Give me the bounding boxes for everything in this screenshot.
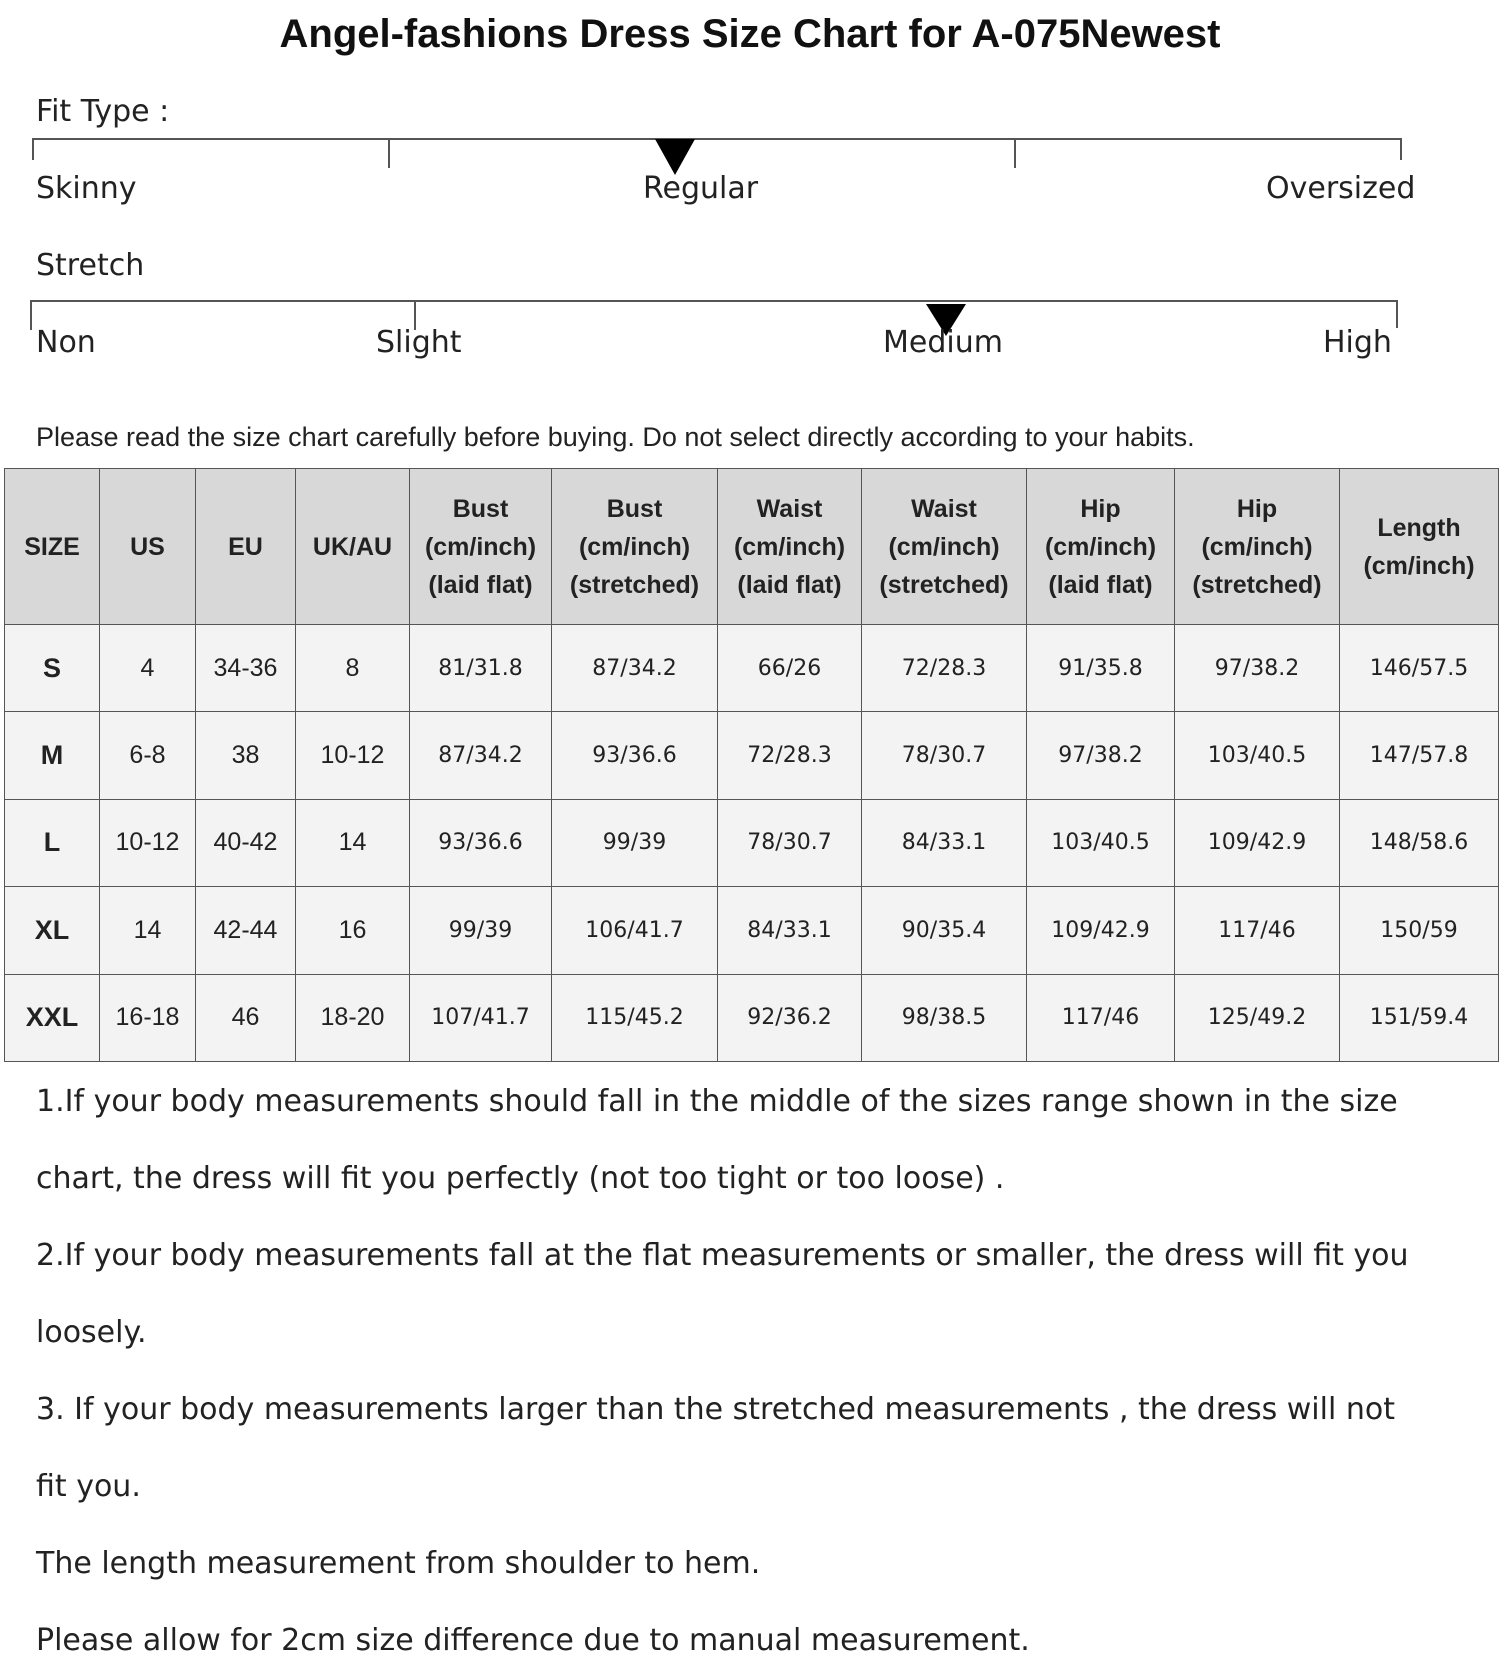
bust-stretched-cell: 106/41.7	[552, 887, 718, 974]
bust-stretched-cell: 115/45.2	[552, 974, 718, 1061]
table-row	[5, 625, 1499, 712]
header-bust-flat: Bust (cm/inch) (laid flat)	[410, 469, 552, 625]
waist-flat-cell: 66/26	[718, 625, 862, 712]
note-line: chart, the dress will fit you perfectly (not too tight or too loose) .	[36, 1161, 1005, 1196]
page-title: Angel-fashions Dress Size Chart for A-075Newest	[279, 12, 1221, 56]
hip-flat-cell: 109/42.9	[1027, 887, 1175, 974]
eu-cell: 38	[196, 712, 296, 799]
eu-cell: 40-42	[196, 799, 296, 886]
header-eu: EU	[196, 469, 296, 625]
bust-stretched-cell: 87/34.2	[552, 625, 718, 712]
fit-type-tick	[388, 138, 390, 168]
us-cell: 4	[100, 625, 196, 712]
note-line: 2.If your body measurements fall at the flat measurements or smaller, the dress will fit you	[36, 1238, 1409, 1273]
note-line: 1.If your body measurements should fall in the middle of the sizes range shown in the size	[36, 1084, 1398, 1119]
us-cell: 6-8	[100, 712, 196, 799]
hip-stretched-cell: 125/49.2	[1175, 974, 1340, 1061]
hip-flat-cell: 97/38.2	[1027, 712, 1175, 799]
eu-cell: 34-36	[196, 625, 296, 712]
hip-flat-cell: 117/46	[1027, 974, 1175, 1061]
length-cell: 146/57.5	[1340, 625, 1499, 712]
fit-type-label-regular: Regular	[643, 171, 759, 206]
header-hip-flat: Hip (cm/inch) (laid flat)	[1027, 469, 1175, 625]
fit-type-tick	[1400, 138, 1402, 160]
size-cell: L	[5, 799, 100, 886]
eu-cell: 42-44	[196, 887, 296, 974]
note-line: fit you.	[36, 1469, 141, 1504]
note-line: loosely.	[36, 1315, 147, 1350]
header-waist-stretched: Waist (cm/inch) (stretched)	[862, 469, 1027, 625]
table-row	[5, 799, 1499, 886]
waist-stretched-cell: 72/28.3	[862, 625, 1027, 712]
waist-stretched-cell: 90/35.4	[862, 887, 1027, 974]
stretch-scale-line	[30, 300, 1398, 302]
waist-stretched-cell: 84/33.1	[862, 799, 1027, 886]
fit-type-label-skinny: Skinny	[36, 171, 137, 206]
bust-flat-cell: 99/39	[410, 887, 552, 974]
note-line: 3. If your body measurements larger than the stretched measurements , the dress will not	[36, 1392, 1395, 1427]
uk-au-cell: 18-20	[296, 974, 410, 1061]
size-cell: XXL	[5, 974, 100, 1061]
hip-stretched-cell: 97/38.2	[1175, 625, 1340, 712]
bust-stretched-cell: 99/39	[552, 799, 718, 886]
size-cell: M	[5, 712, 100, 799]
size-chart-table	[4, 468, 1499, 1062]
fit-type-scale-line	[32, 138, 1402, 140]
hip-flat-cell: 103/40.5	[1027, 799, 1175, 886]
stretch-label-high: High	[1323, 325, 1392, 360]
stretch-label-slight: Slight	[376, 325, 462, 360]
waist-flat-cell: 92/36.2	[718, 974, 862, 1061]
uk-au-cell: 16	[296, 887, 410, 974]
us-cell: 16-18	[100, 974, 196, 1061]
bust-flat-cell: 81/31.8	[410, 625, 552, 712]
hip-flat-cell: 91/35.8	[1027, 625, 1175, 712]
stretch-tick	[1396, 300, 1398, 328]
size-cell: XL	[5, 887, 100, 974]
uk-au-cell: 14	[296, 799, 410, 886]
fit-type-heading: Fit Type :	[36, 94, 170, 129]
fit-type-tick	[1014, 138, 1016, 168]
fit-type-label-oversized: Oversized	[1266, 171, 1416, 206]
header-length: Length (cm/inch)	[1340, 469, 1499, 625]
header-us: US	[100, 469, 196, 625]
hip-stretched-cell: 117/46	[1175, 887, 1340, 974]
header-bust-stretched: Bust (cm/inch) (stretched)	[552, 469, 718, 625]
bust-flat-cell: 87/34.2	[410, 712, 552, 799]
length-cell: 148/58.6	[1340, 799, 1499, 886]
waist-flat-cell: 84/33.1	[718, 887, 862, 974]
stretch-label-medium: Medium	[883, 325, 1003, 360]
bust-flat-cell: 107/41.7	[410, 974, 552, 1061]
length-cell: 151/59.4	[1340, 974, 1499, 1061]
notice-text: Please read the size chart carefully before buying. Do not select directly according to your habits.	[36, 422, 1195, 452]
header-uk-au: UK/AU	[296, 469, 410, 625]
us-cell: 14	[100, 887, 196, 974]
waist-flat-cell: 72/28.3	[718, 712, 862, 799]
waist-stretched-cell: 78/30.7	[862, 712, 1027, 799]
fit-type-tick	[32, 138, 34, 160]
eu-cell: 46	[196, 974, 296, 1061]
table-row	[5, 712, 1499, 799]
fit-type-marker-icon	[655, 139, 695, 175]
stretch-label-non: Non	[36, 325, 96, 360]
uk-au-cell: 8	[296, 625, 410, 712]
header-waist-flat: Waist (cm/inch) (laid flat)	[718, 469, 862, 625]
table-row	[5, 974, 1499, 1061]
table-header-row	[5, 469, 1499, 625]
bust-stretched-cell: 93/36.6	[552, 712, 718, 799]
table-row	[5, 887, 1499, 974]
size-cell: S	[5, 625, 100, 712]
header-hip-stretched: Hip (cm/inch) (stretched)	[1175, 469, 1340, 625]
note-line: Please allow for 2cm size difference due to manual measurement.	[36, 1623, 1030, 1658]
waist-stretched-cell: 98/38.5	[862, 974, 1027, 1061]
note-line: The length measurement from shoulder to hem.	[36, 1546, 761, 1581]
stretch-tick	[30, 300, 32, 330]
length-cell: 150/59	[1340, 887, 1499, 974]
stretch-heading: Stretch	[36, 248, 145, 283]
us-cell: 10-12	[100, 799, 196, 886]
header-size: SIZE	[5, 469, 100, 625]
bust-flat-cell: 93/36.6	[410, 799, 552, 886]
waist-flat-cell: 78/30.7	[718, 799, 862, 886]
uk-au-cell: 10-12	[296, 712, 410, 799]
hip-stretched-cell: 109/42.9	[1175, 799, 1340, 886]
length-cell: 147/57.8	[1340, 712, 1499, 799]
hip-stretched-cell: 103/40.5	[1175, 712, 1340, 799]
